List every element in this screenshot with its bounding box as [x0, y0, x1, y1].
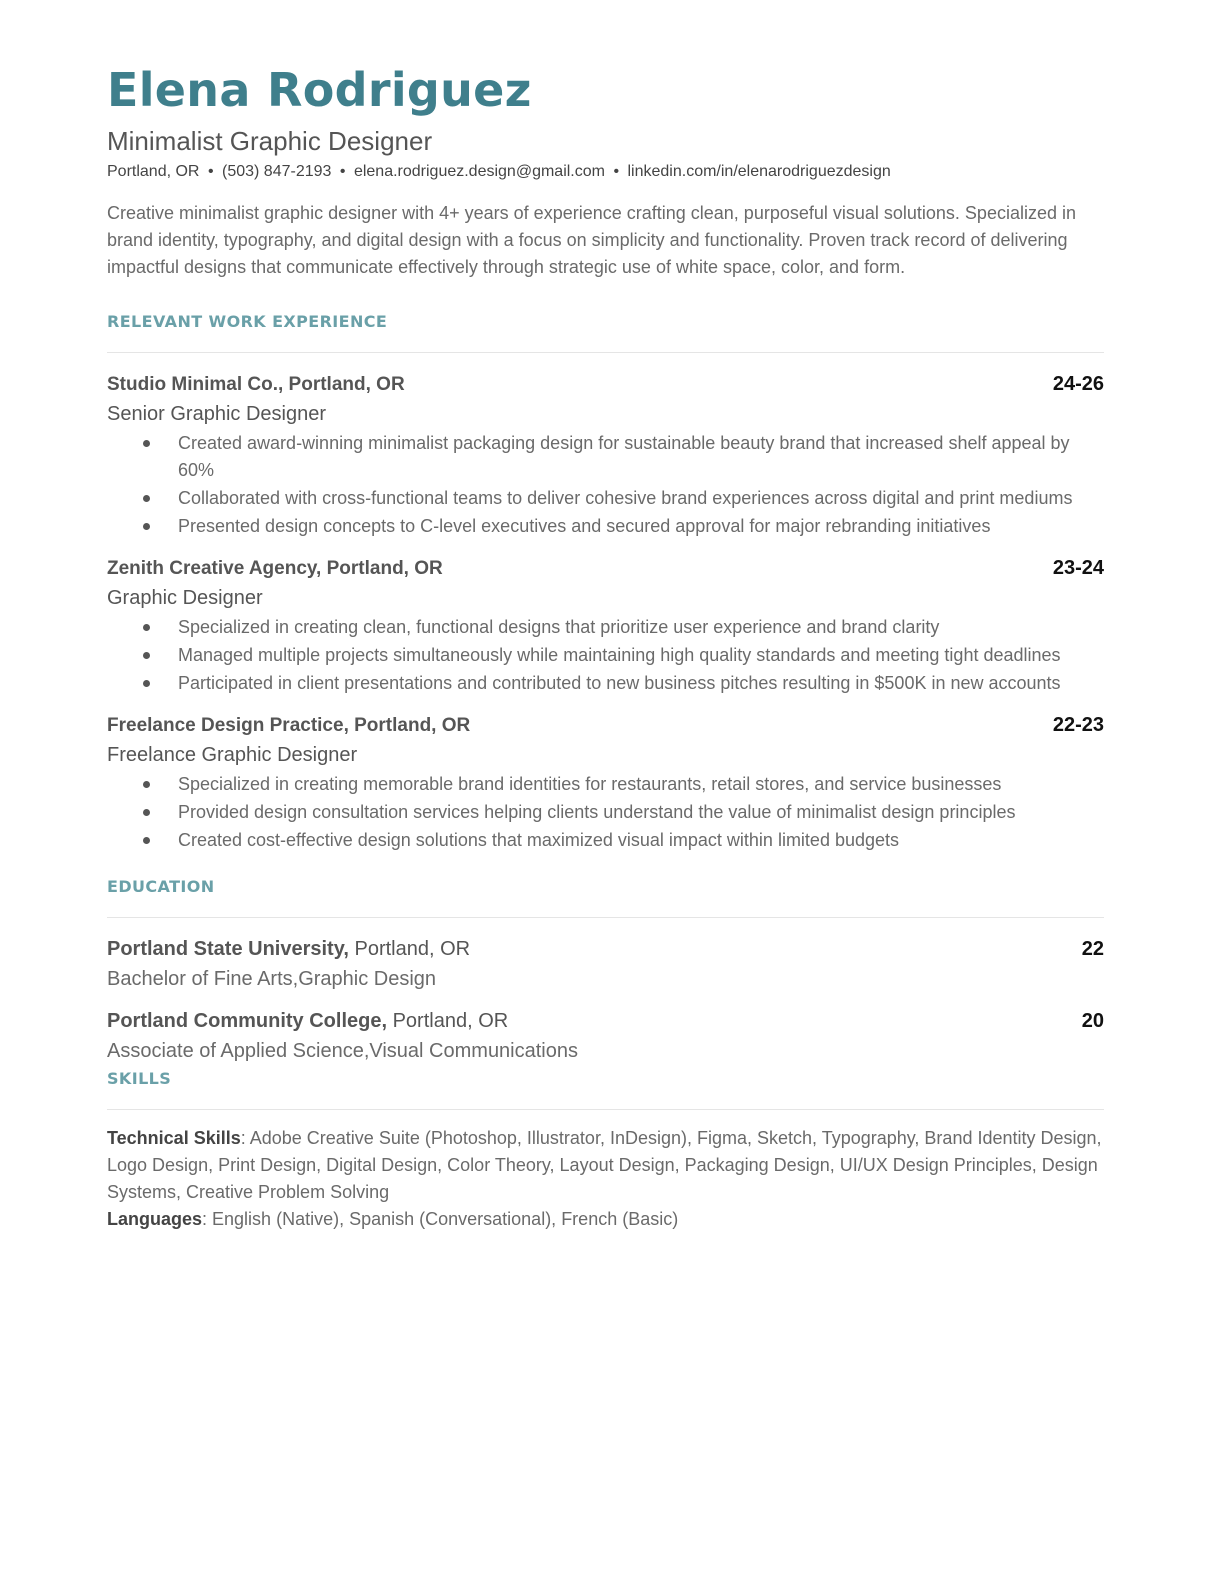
job-bullet	[107, 827, 1104, 854]
job-bullet	[107, 614, 1104, 641]
languages	[107, 1206, 1104, 1233]
job-company: Studio Minimal Co., Portland, OR	[107, 374, 405, 395]
bullet-dot-icon	[143, 440, 150, 447]
education-entry	[107, 934, 1104, 994]
education-school	[107, 1006, 508, 1036]
bullet-dot-icon	[143, 523, 150, 530]
contact-line	[107, 160, 1104, 184]
skills-section	[107, 1068, 1104, 1233]
job-header	[107, 554, 1104, 583]
bullet-dot-icon	[143, 652, 150, 659]
job-bullet	[107, 670, 1104, 697]
education-entry	[107, 1006, 1104, 1066]
resume-page	[107, 60, 1104, 1233]
job-bullet-text: Created award-winning minimalist packaging design for sustainable beauty brand that increased shelf appeal by 60%	[178, 433, 1070, 480]
job-role: Freelance Graphic Designer	[107, 744, 358, 766]
technical-skills	[107, 1125, 1104, 1206]
job-bullets	[107, 430, 1104, 540]
contact-linkedin[interactable]: linkedin.com/in/elenarodriguezdesign	[627, 163, 891, 180]
technical-skills-label: Technical Skills	[107, 1128, 241, 1148]
experience-section	[107, 311, 1104, 854]
job-bullet	[107, 799, 1104, 826]
job-bullets	[107, 614, 1104, 697]
candidate-headline: Minimalist Graphic Designer	[107, 126, 433, 156]
contact-location: Portland, OR	[107, 163, 200, 180]
education-header	[107, 1006, 1104, 1036]
section-divider	[107, 1109, 1104, 1110]
bullet-dot-icon	[143, 495, 150, 502]
job-dates: 23-24	[1052, 557, 1104, 579]
job-bullet-text: Specialized in creating memorable brand identities for restaurants, retail stores, and service businesses	[178, 774, 1002, 794]
education-school-location: Portland, OR	[348, 938, 471, 960]
job-bullet	[107, 771, 1104, 798]
education-school-name: Portland State University,	[107, 938, 349, 960]
bullet-dot-icon	[143, 624, 150, 631]
education-school-location: Portland, OR	[387, 1010, 509, 1032]
bullet-dot-icon	[143, 680, 150, 687]
job-entry	[107, 711, 1104, 854]
job-header	[107, 370, 1104, 399]
job-bullet	[107, 642, 1104, 669]
education-header	[107, 934, 1104, 964]
job-role: Senior Graphic Designer	[107, 403, 326, 425]
job-bullet	[107, 430, 1104, 484]
bullet-dot-icon	[143, 837, 150, 844]
job-bullet	[107, 485, 1104, 512]
languages-label: Languages	[107, 1209, 203, 1229]
summary-paragraph: Creative minimalist graphic designer with 4+ years of experience crafting clean, purposeful visual solutions. Specialized in brand identity, typography, and digital design with a focus on simplicity and functionality. Proven track record of delivering impactful designs that communicate effectively through strategic use of white space, color, and form.	[107, 203, 1076, 277]
job-role: Graphic Designer	[107, 587, 263, 609]
contact-separator: •	[339, 163, 346, 180]
education-school-name: Portland Community College,	[107, 1010, 388, 1032]
education-section-title: EDUCATION	[107, 877, 215, 896]
bullet-dot-icon	[143, 809, 150, 816]
job-bullet-text: Created cost-effective design solutions that maximized visual impact within limited budgets	[178, 830, 900, 850]
job-entry	[107, 370, 1104, 540]
job-dates: 24-26	[1052, 373, 1104, 395]
education-school	[107, 934, 470, 964]
job-company: Freelance Design Practice, Portland, OR	[107, 715, 471, 736]
job-entry	[107, 554, 1104, 697]
job-bullet-text: Specialized in creating clean, functional designs that prioritize user experience and brand clarity	[178, 617, 940, 637]
education-year: 20	[1081, 1010, 1104, 1032]
education-degree: Associate of Applied Science,Visual Communications	[107, 1040, 578, 1062]
job-bullet-text: Participated in client presentations and contributed to new business pitches resulting in $500K in new accounts	[178, 673, 1061, 693]
job-company: Zenith Creative Agency, Portland, OR	[107, 558, 443, 579]
job-bullet	[107, 513, 1104, 540]
job-bullet-text: Provided design consultation services helping clients understand the value of minimalist design principles	[178, 802, 1016, 822]
experience-section-title: RELEVANT WORK EXPERIENCE	[107, 312, 388, 331]
job-bullet-text: Presented design concepts to C-level executives and secured approval for major rebranding initiatives	[178, 516, 991, 536]
job-bullets	[107, 771, 1104, 854]
education-degree: Bachelor of Fine Arts,Graphic Design	[107, 968, 437, 990]
contact-separator: •	[207, 163, 214, 180]
education-section	[107, 876, 1104, 1066]
education-year: 22	[1081, 938, 1104, 960]
technical-skills-text: : Adobe Creative Suite (Photoshop, Illustrator, InDesign), Figma, Sketch, Typography, Brand Identity Design, Logo Design, Print Design, Digital Design, Color Theory, Layout Design, Packaging Design, UI/UX Design Principles, Design Systems, Creative Problem Solving	[107, 1128, 1102, 1202]
section-divider	[107, 917, 1104, 918]
job-bullet-text: Collaborated with cross-functional teams to deliver cohesive brand experiences across digital and print mediums	[178, 488, 1073, 508]
contact-email[interactable]: elena.rodriguez.design@gmail.com	[353, 163, 605, 180]
candidate-name: Elena Rodriguez	[107, 63, 532, 117]
job-dates: 22-23	[1052, 714, 1104, 736]
skills-section-title: SKILLS	[107, 1069, 172, 1088]
bullet-dot-icon	[143, 781, 150, 788]
languages-text: : English (Native), Spanish (Conversational), French (Basic)	[202, 1209, 679, 1229]
contact-phone: (503) 847-2193	[222, 163, 332, 180]
contact-separator: •	[613, 163, 620, 180]
section-divider	[107, 352, 1104, 353]
job-header	[107, 711, 1104, 740]
job-bullet-text: Managed multiple projects simultaneously while maintaining high quality standards and meeting tight deadlines	[178, 645, 1061, 665]
